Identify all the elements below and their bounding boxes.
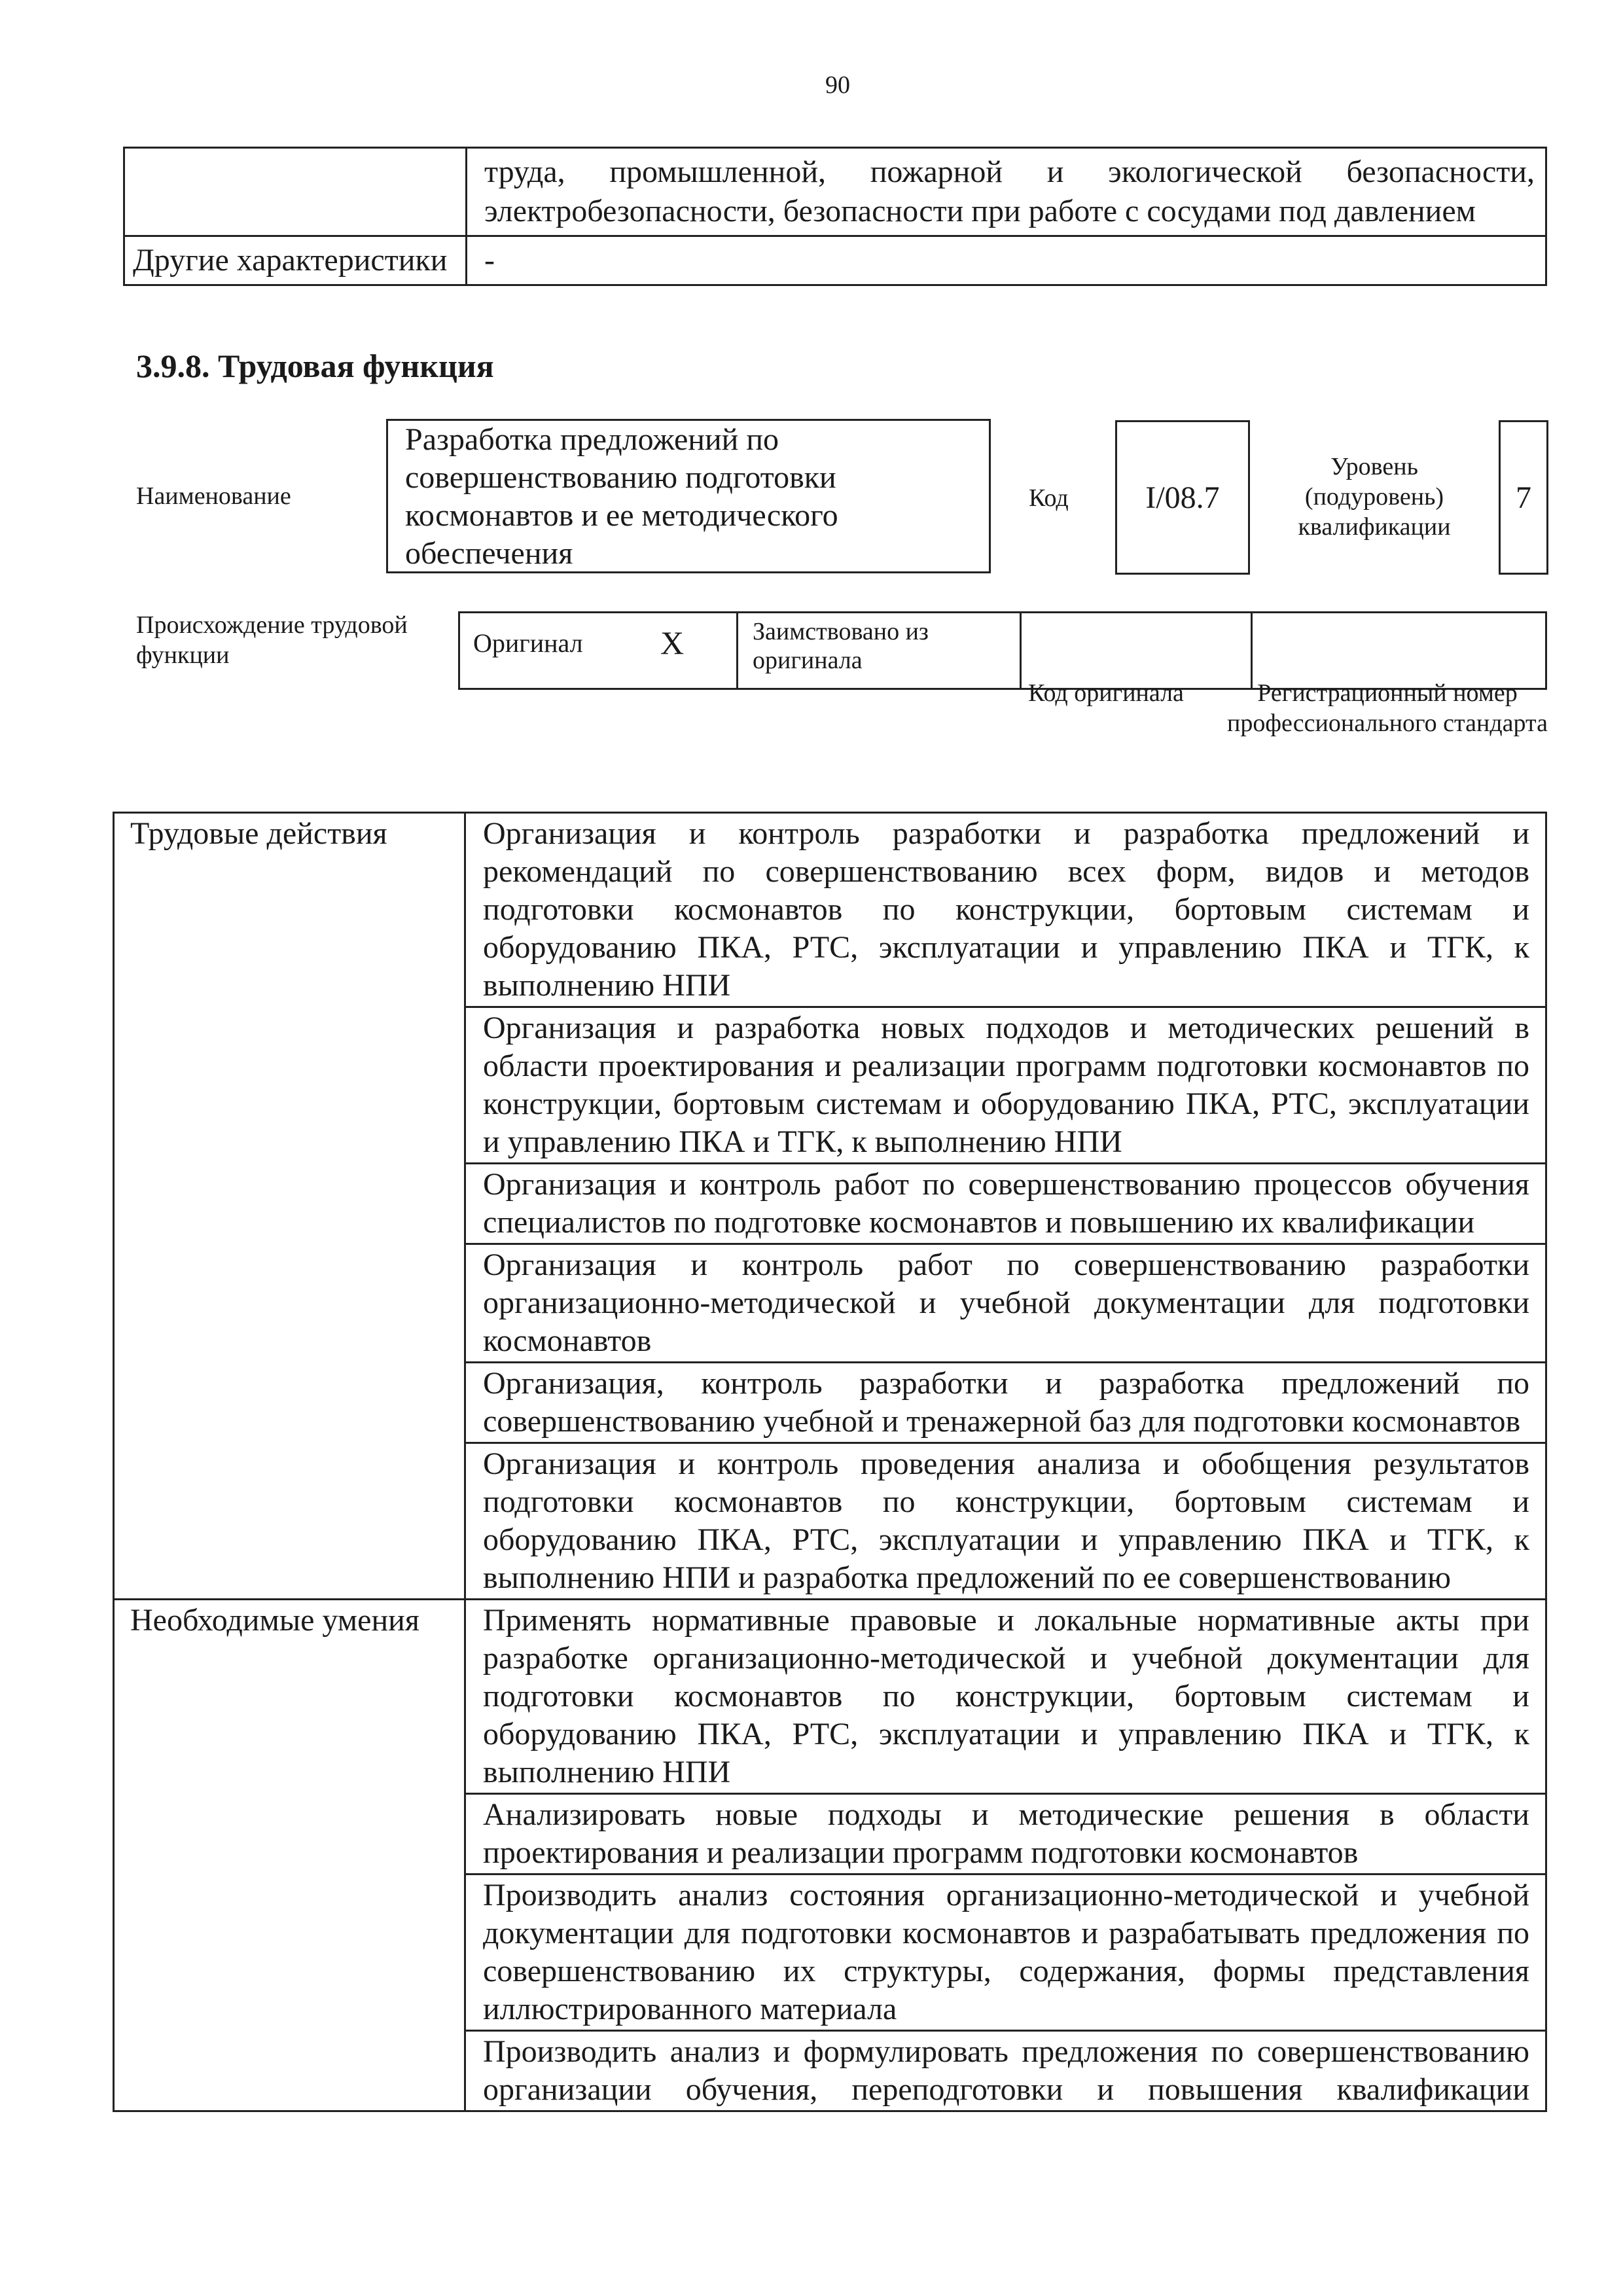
borrowed-label: Заимствовано из оригинала <box>738 613 1021 689</box>
skill-item: Производить анализ состояния организационно-методической и учебной документации для подготовки космонавтов и разрабатывать предложения по совершенствованию их структуры, содержания, формы представления иллюстрированного материала <box>465 1874 1546 2031</box>
labor-action-item: Организация и контроль работ по совершенствованию разработки организационно-методической и учебной документации для подготовки космонавтов <box>465 1244 1546 1363</box>
labor-action-item: Организация и контроль разработки и разработка предложений и рекомендаций по совершенствованию всех форм, видов и методов подготовки космонавтов по конструкции, бортовым системам и оборудованию ПКА, РТС, эксплуатации и управлению ПКА и ТГК, к выполнению НПИ <box>465 813 1546 1007</box>
name-label: Наименование <box>136 482 291 510</box>
level-label: Уровень (подуровень) квалификации <box>1298 453 1451 541</box>
labor-action-item: Организация и разработка новых подходов и методических решений в области проектирования и реализации программ подготовки космонавтов по конструкции, бортовым системам и оборудованию ПКА, РТС, эксплуатации и управлению ПКА и ТГК, к выполнению НПИ <box>465 1007 1546 1164</box>
required-skills-label: Необходимые умения <box>114 1600 465 2111</box>
code-label: Код <box>1029 484 1069 512</box>
original-code-cell <box>1021 613 1252 689</box>
original-code-label: Код оригинала <box>1028 679 1184 707</box>
skill-item: Анализировать новые подходы и методические решения в области проектирования и реализации программ подготовки космонавтов <box>465 1794 1546 1874</box>
function-code: I/08.7 <box>1115 420 1250 575</box>
original-label: Оригинал <box>473 628 583 658</box>
labor-action-item: Организация и контроль работ по совершенствованию процессов обучения специалистов по подготовке космонавтов и повышению их квалификации <box>465 1164 1546 1244</box>
labor-action-item: Организация и контроль проведения анализа и обобщения результатов подготовки космонавтов по конструкции, бортовым системам и оборудованию ПКА, РТС, эксплуатации и управлению ПКА и ТГК, к выполнению НПИ и разработка предложений по ее совершенствованию <box>465 1443 1546 1600</box>
reg-number-cell <box>1252 613 1546 689</box>
original-mark: X <box>660 624 685 661</box>
function-name: Разработка предложений по совершенствованию подготовки космонавтов и ее методического обеспечения <box>386 419 991 573</box>
labor-actions-label: Трудовые действия <box>114 813 465 1600</box>
continuation-text: труда, промышленной, пожарной и экологической безопасности, электробезопасности, безопасности при работе с сосудами под давлением <box>467 148 1546 236</box>
skill-item: Применять нормативные правовые и локальные нормативные акты при разработке организационно-методической и учебной документации для подготовки космонавтов по конструкции, бортовым системам и оборудованию ПКА, РТС, эксплуатации и управлению ПКА и ТГК, к выполнению НПИ <box>465 1600 1546 1794</box>
original-cell <box>459 613 738 689</box>
function-level: 7 <box>1499 420 1548 575</box>
origin-label: Происхождение трудовой функции <box>136 611 408 669</box>
page-number: 90 <box>825 71 850 99</box>
reg-number-label: Регистрационный номер профессионального стандарта <box>1227 679 1548 737</box>
skill-item: Производить анализ и формулировать предложения по совершенствованию организации обучения, переподготовки и повышения квалификации <box>465 2031 1546 2111</box>
main-table <box>113 812 1547 2112</box>
other-characteristics-label: Другие характеристики <box>124 236 467 285</box>
labor-action-item: Организация, контроль разработки и разработка предложений по совершенствованию учебной и тренажерной баз для подготовки космонавтов <box>465 1363 1546 1443</box>
section-title: 3.9.8. Трудовая функция <box>136 348 494 384</box>
continuation-table <box>123 147 1547 286</box>
empty-label-cell <box>124 148 467 236</box>
other-characteristics-value: - <box>467 236 1546 285</box>
